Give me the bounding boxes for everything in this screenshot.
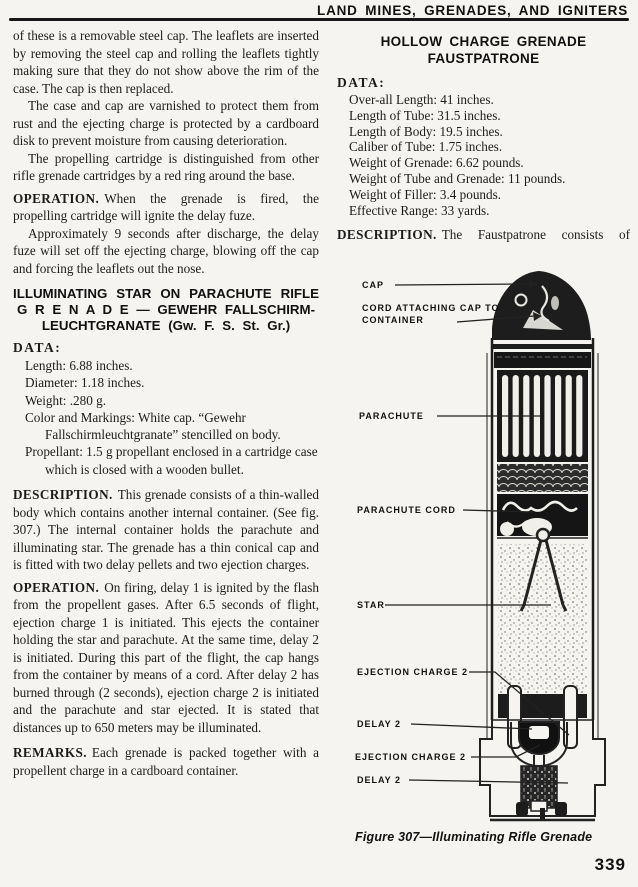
data-item: Length: 6.88 inches. xyxy=(25,358,133,373)
operation-text: On firing, delay 1 is ignited by the flash from the propellent gases. After 6.5 seconds of flight, ejection charge 1 is initiated. This ejects the container holding the star and parachute. At the same time, delay 2 is initiated. During this part of the flight, the cap hangs from the container by means of a cord. After delay 2 has burned through (2 seconds), ejection charge 2 is initiated and the parachute and star ejected. It is stated that distances up to 650 meters may be illuminated. xyxy=(13,579,319,735)
section-heading-illuminating-star xyxy=(13,286,319,334)
paragraph-description xyxy=(337,226,630,244)
data-item: Caliber of Tube: 1.75 inches. xyxy=(349,139,503,155)
data-item: Weight of Tube and Grenade: 11 pounds. xyxy=(349,170,566,186)
data-list xyxy=(13,357,319,478)
description-text: The Faustpatrone consists of xyxy=(441,227,630,243)
description-label: DESCRIPTION. xyxy=(337,227,437,243)
data-label: DATA: xyxy=(337,75,386,90)
description-label: DESCRIPTION. xyxy=(13,487,113,503)
figure-label-parachute-cord: PARACHUTE CORD xyxy=(357,504,456,515)
remarks-label: REMARKS. xyxy=(13,745,87,761)
heading-line-2: FAUSTPATRONE xyxy=(427,51,540,66)
grenade-cross-section-drawing xyxy=(337,258,627,830)
right-column xyxy=(337,33,630,844)
data-item: Length of Tube: 31.5 inches. xyxy=(349,107,501,123)
figure-label-cap: CAP xyxy=(362,279,385,290)
data-item: Propellant: 1.5 g propellant enclosed in a cartridge case which is closed with a wooden bullet. xyxy=(25,444,318,477)
figure-caption: Figure 307—Illuminating Rifle Grenade xyxy=(355,829,593,844)
figure-label-cord-attaching-cap: CORD ATTACHING CAP TO CONTAINER xyxy=(362,302,500,325)
section-heading-hollow-charge xyxy=(337,33,630,67)
heading-line-3: LEUCHTGRANATE (Gw. F. S. St. Gr.) xyxy=(41,318,291,333)
figure-illuminating-rifle-grenade xyxy=(337,258,627,844)
data-item: Color and Markings: White cap. “Gewehr Fallschirmleuchtgranate” stencilled on body. xyxy=(25,409,281,443)
data-list xyxy=(337,92,630,218)
description-text: This grenade consists of a thin-walled body which contains another internal container. (See fig. 307.) The internal container holds the parachute and illuminating star. The grenade has a thin conical cap and is fitted with two delay pellets and two ejection charges. xyxy=(13,487,319,573)
paragraph-varnish: The case and cap are varnished to protect them from rust and the ejecting charge is protected by a cardboard disk to prevent moisture from causing deterioration. xyxy=(13,98,319,148)
data-item: Diameter: 1.18 inches. xyxy=(25,375,145,391)
operation-label: OPERATION. xyxy=(13,579,100,595)
data-item: Weight of Grenade: 6.62 pounds. xyxy=(349,155,524,171)
remarks-text: Each grenade is packed together with a propellent charge in a cardboard container. xyxy=(13,745,319,778)
data-item: Effective Range: 33 yards. xyxy=(349,202,490,218)
data-item: Over-all Length: 41 inches. xyxy=(349,92,494,107)
paragraph-operation-1b: Approximately 9 seconds after discharge, the delay fuze will set off the ejecting charge, blowing off the cap and forcing the leaflets out the nose. xyxy=(13,225,319,276)
figure-label-delay-2b: DELAY 2 xyxy=(357,774,402,785)
heading-line-2: G R E N A D E — GEWEHR FALLSCHIRM- xyxy=(17,302,315,317)
data-label: DATA: xyxy=(13,340,62,355)
figure-label-ejection-charge-2b: EJECTION CHARGE 2 xyxy=(355,751,467,762)
operation-text: When the grenade is fired, the propelling cartridge will ignite the delay fuze. xyxy=(13,190,319,223)
data-item: Weight of Filler: 3.4 pounds. xyxy=(349,186,502,202)
figure-label-delay-2: DELAY 2 xyxy=(357,718,402,729)
heading-line-1: ILLUMINATING STAR ON PARACHUTE RIFLE xyxy=(13,286,319,301)
paragraph-remarks xyxy=(13,744,319,779)
figure-label-parachute: PARACHUTE xyxy=(359,410,424,421)
header-rule xyxy=(9,18,629,21)
paragraph-leaflets: of these is a removable steel cap. The leaflets are inserted by removing the steel cap and rolling the leaflets tightly making sure that they do not show above the rim of the case. The cap is then replaced. xyxy=(13,28,319,96)
paragraph-operation-1 xyxy=(13,190,319,225)
page-number: 339 xyxy=(594,855,626,874)
heading-line-1: HOLLOW CHARGE GRENADE xyxy=(380,34,587,49)
operation-label: OPERATION. xyxy=(13,190,100,206)
paragraph-operation-2 xyxy=(13,579,319,737)
paragraph-description xyxy=(13,486,319,574)
data-item: Length of Body: 19.5 inches. xyxy=(349,123,503,139)
header-title: LAND MINES, GRENADES, AND IGNITERS xyxy=(317,3,628,18)
paragraph-red-ring: The propelling cartridge is distinguished from other rifle grenade cartridges by a red ring around the base. xyxy=(13,150,319,183)
left-column xyxy=(13,27,319,779)
figure-label-ejection-charge-2: EJECTION CHARGE 2 xyxy=(357,666,469,677)
figure-label-star: STAR xyxy=(357,599,385,610)
data-item: Weight: .280 g. xyxy=(25,392,106,408)
